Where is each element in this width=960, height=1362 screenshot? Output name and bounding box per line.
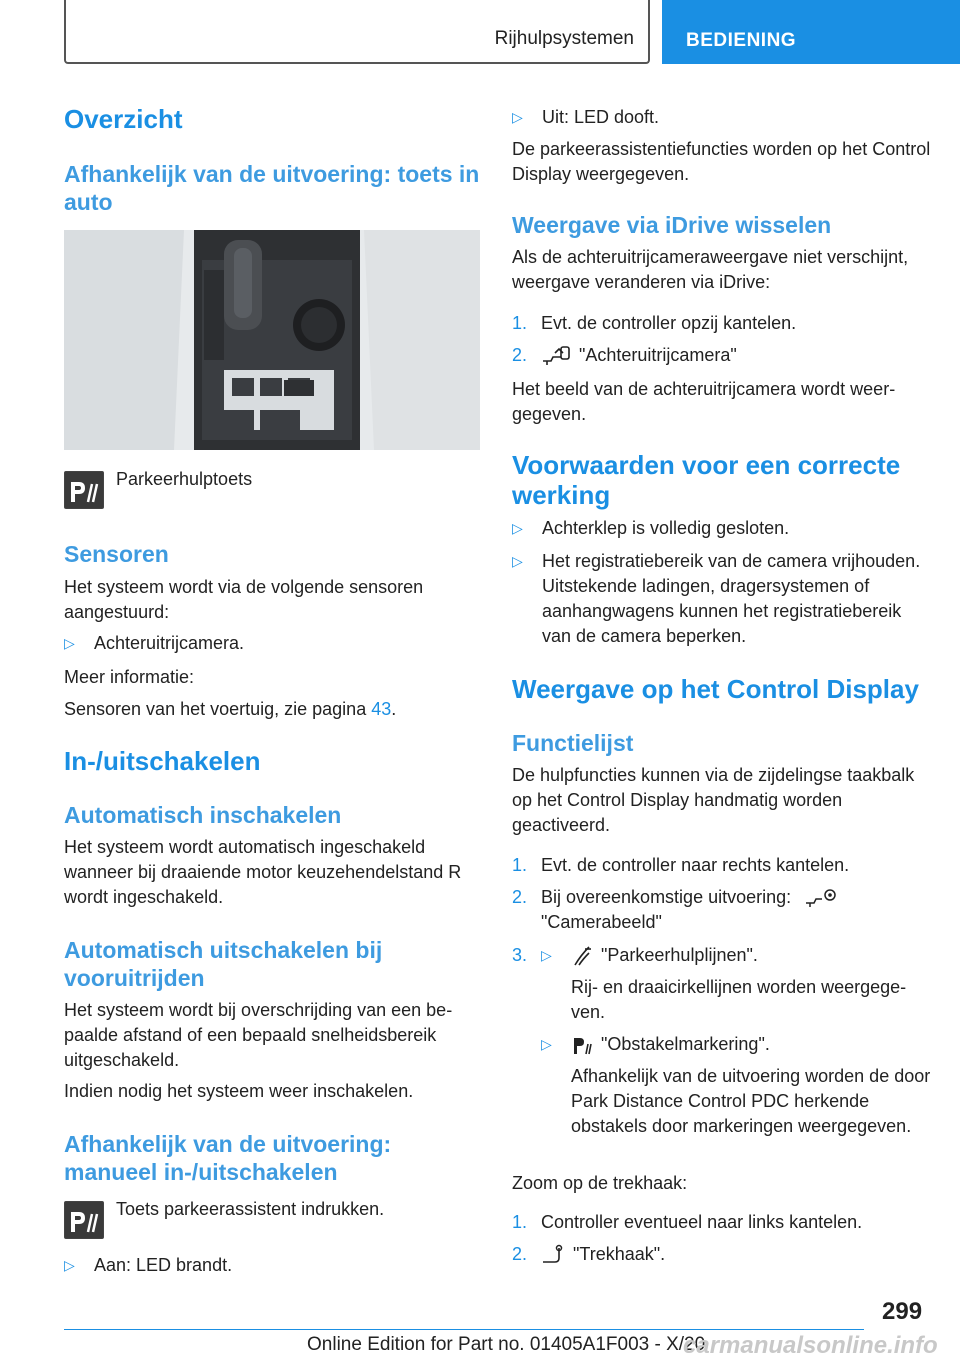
heading-manueel: Afhankelijk van de uitvoering: manueel in-/uitschakelen xyxy=(64,1131,392,1185)
heading-overzicht: Overzicht xyxy=(64,104,183,134)
heading-weergave: Weergave op het Control Display xyxy=(512,674,919,704)
camera-settings-icon xyxy=(804,887,838,909)
step3-sub-1-text: Rij- en draaicirkellijnen worden weergegeven. xyxy=(571,977,907,1022)
sensoren-text: Het systeem wordt via de volgende sensoren aangestuurd: xyxy=(64,577,424,622)
header-frame xyxy=(64,0,650,64)
zoom-text: Zoom op de trekhaak: xyxy=(512,1173,688,1193)
idrive-text: Als de achteruitrijcameraweergave niet verschijnt, weergave veranderen via iDrive: xyxy=(512,247,909,292)
page-link-43[interactable]: 43 xyxy=(371,699,392,719)
meer-info: Meer informatie: xyxy=(64,667,195,687)
step3-sub-2-text: Afhankelijk van de uitvoering worden de door Park Distance Control PDC herkende obstakels door markeringen weergegeven. xyxy=(571,1066,931,1136)
page-number: 299 xyxy=(882,1298,923,1325)
bullet-triangle-icon: ▷ xyxy=(512,520,523,536)
watermark: carmanualsonline.info xyxy=(683,1332,938,1359)
bullet-triangle-icon: ▷ xyxy=(512,109,523,125)
bullet-triangle-icon: ▷ xyxy=(64,1257,75,1273)
chapter-tab-label: BEDIENING xyxy=(686,30,797,51)
bullet-triangle-icon: ▷ xyxy=(512,553,523,569)
manueel-caption: Toets parkeerassistent indrukken. xyxy=(116,1199,385,1219)
obstacle-marking-icon xyxy=(571,1034,593,1056)
heading-sensoren: Sensoren xyxy=(64,541,169,567)
tow-hitch-icon xyxy=(541,1244,565,1266)
idrive-result: Het beeld van de achteruitrijcamera wordt weergegeven. xyxy=(512,379,896,424)
console-illustration xyxy=(64,230,480,450)
heading-auto-in: Automatisch inschakelen xyxy=(64,802,342,828)
heading-voorwaarden: Voorwaarden voor een correcte werking xyxy=(512,450,901,510)
chapter-tab[interactable] xyxy=(662,0,960,64)
park-assist-icon xyxy=(64,471,104,509)
auto-in-text: Het systeem wordt automatisch ingeschakeld wanneer bij draaiende motor keuzehendelstand R wordt ingeschakeld. xyxy=(64,837,462,907)
heading-inuit: In-/uitschakelen xyxy=(64,746,261,776)
bullet-triangle-icon: ▷ xyxy=(541,1036,552,1052)
section-title: Rijhulpsystemen xyxy=(494,28,634,49)
auto-uit-text2: Indien nodig het systeem weer inschakelen. xyxy=(64,1081,414,1101)
heading-functielijst: Functielijst xyxy=(512,730,634,756)
park-assist-button-icon xyxy=(64,1201,104,1239)
heading-afh-toets: Afhankelijk van de uitvoering: toets in auto xyxy=(64,161,480,215)
functies-text: De parkeerassistentiefuncties worden op het Control Display weergegeven. xyxy=(512,139,931,184)
heading-idrive: Weergave via iDrive wisselen xyxy=(512,212,832,238)
parkeerhulp-caption: Parkeerhulptoets xyxy=(116,469,253,489)
gear-selector-photo xyxy=(64,230,480,450)
functielijst-text: De hulpfuncties kunnen via de zijdelingse taakbalk op het Control Display handmatig worden geactiveerd. xyxy=(512,765,915,835)
parking-lines-icon xyxy=(571,945,593,967)
rear-camera-icon xyxy=(541,345,571,367)
sensoren-ref: Sensoren van het voertuig, zie pagina 43. xyxy=(64,699,397,719)
auto-uit-text: Het systeem wordt bij overschrijding van een bepaalde afstand of een bepaald snelheidsbereik uitgeschakeld. xyxy=(64,1000,453,1070)
bullet-triangle-icon: ▷ xyxy=(64,635,75,651)
heading-auto-uit: Automatisch uitschakelen bij vooruitrijden xyxy=(64,937,383,991)
bullet-triangle-icon: ▷ xyxy=(541,947,552,963)
footer-edition: Online Edition for Part no. 01405A1F003 - X/20 xyxy=(307,1334,706,1355)
footer-divider xyxy=(64,1329,864,1330)
